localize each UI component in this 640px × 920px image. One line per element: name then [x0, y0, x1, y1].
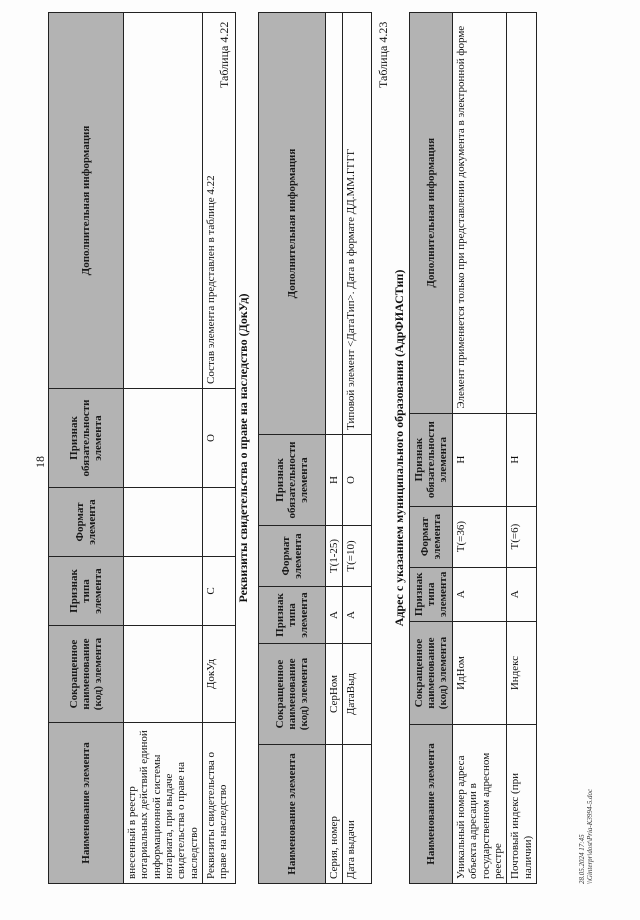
- cell-code: Индекс: [507, 622, 537, 725]
- cell-extra: [124, 13, 203, 389]
- cell-code: СерНом: [326, 644, 343, 745]
- cell-name: Реквизиты свидетельства о праве на наследство: [202, 723, 235, 884]
- col-header-required: Признак обязательности элемента: [259, 435, 326, 526]
- cell-format: [202, 488, 235, 557]
- cell-type: А: [453, 567, 507, 621]
- col-header-type: Признак типа элемента: [259, 587, 326, 644]
- cell-extra: Типовой элемент <ДатаТип>. Дата в формате ДД.ММ.ГГГГ: [343, 13, 372, 435]
- cell-code: ДатаВыд: [343, 644, 372, 745]
- cell-name: Уникальный номер адреса объекта адресации в государственном адресном реестре: [453, 725, 507, 884]
- table-row: [453, 13, 507, 884]
- table-4-22: [258, 12, 372, 884]
- col-header-required: Признак обязательности элемента: [410, 413, 453, 506]
- cell-extra: [326, 13, 343, 435]
- table-row: [507, 13, 537, 884]
- footer-date: 28.05.2024 17:45: [578, 834, 586, 884]
- cell-required: О: [343, 435, 372, 526]
- col-header-format: Формат элемента: [410, 506, 453, 567]
- cell-format: [124, 488, 203, 557]
- col-header-code: Сокращенное наименование (код) элемента: [49, 626, 124, 723]
- table-row: [202, 13, 235, 884]
- cell-format: T(=36): [453, 506, 507, 567]
- table-header-row: [49, 13, 124, 884]
- cell-code: ИдНом: [453, 622, 507, 725]
- cell-code: ДокУд: [202, 626, 235, 723]
- col-header-name: Наименование элемента: [49, 723, 124, 884]
- table-row: [343, 13, 372, 884]
- col-header-extra: Дополнительная информация: [259, 13, 326, 435]
- footer-path: \\Ginterpr\dost\Pria-K3994-5.doc: [586, 788, 595, 884]
- table-header-row: [410, 13, 453, 884]
- table-row: [326, 13, 343, 884]
- col-header-extra: Дополнительная информация: [410, 13, 453, 414]
- col-header-code: Сокращенное наименование (код) элемента: [259, 644, 326, 745]
- table-row: [124, 13, 203, 884]
- table-4-23-label: Таблица 4.23: [376, 21, 390, 88]
- table-4-22-label: Таблица 4.22: [217, 21, 231, 88]
- cell-type: А: [326, 587, 343, 644]
- cell-extra: Элемент применяется только при представлении документа в электронной форме: [453, 13, 507, 414]
- col-header-type: Признак типа элемента: [410, 567, 453, 621]
- col-header-code: Сокращенное наименование (код) элемента: [410, 622, 453, 725]
- cell-required: Н: [453, 413, 507, 506]
- table-header-row: [259, 13, 326, 884]
- col-header-format: Формат элемента: [49, 488, 124, 557]
- cell-type: А: [507, 567, 537, 621]
- cell-name: Дата выдачи: [343, 745, 372, 884]
- cell-required: Н: [507, 413, 537, 506]
- cell-name: Серия, номер: [326, 745, 343, 884]
- cell-name: внесенный в реестр нотариальных действий единой информационной системы нотариата, при выдаче свидетельства о праве на наследство: [124, 723, 203, 884]
- table-continuation: [48, 12, 236, 884]
- page-number: 18: [33, 456, 47, 468]
- cell-type: С: [202, 557, 235, 626]
- cell-type: [124, 557, 203, 626]
- col-header-required: Признак обязательности элемента: [49, 389, 124, 488]
- col-header-name: Наименование элемента: [259, 745, 326, 884]
- cell-name: Почтовый индекс (при наличии): [507, 725, 537, 884]
- col-header-type: Признак типа элемента: [49, 557, 124, 626]
- cell-format: T(=10): [343, 526, 372, 587]
- cell-extra: Состав элемента представлен в таблице 4.22: [202, 13, 235, 389]
- cell-required: О: [202, 389, 235, 488]
- col-header-format: Формат элемента: [259, 526, 326, 587]
- cell-required: [124, 389, 203, 488]
- cell-format: T(=6): [507, 506, 537, 567]
- col-header-extra: Дополнительная информация: [49, 13, 124, 389]
- table-4-23: [409, 12, 537, 884]
- cell-required: Н: [326, 435, 343, 526]
- cell-type: А: [343, 587, 372, 644]
- cell-code: [124, 626, 203, 723]
- col-header-name: Наименование элемента: [410, 725, 453, 884]
- cell-format: T(1-25): [326, 526, 343, 587]
- footer-stamp: [578, 789, 595, 884]
- table-4-23-title: Адрес с указанием муниципального образования (АдрФИАСТип): [392, 269, 406, 627]
- cell-extra: [507, 13, 537, 414]
- table-4-22-title: Реквизиты свидетельства о праве на наследство (ДокУд): [236, 293, 250, 603]
